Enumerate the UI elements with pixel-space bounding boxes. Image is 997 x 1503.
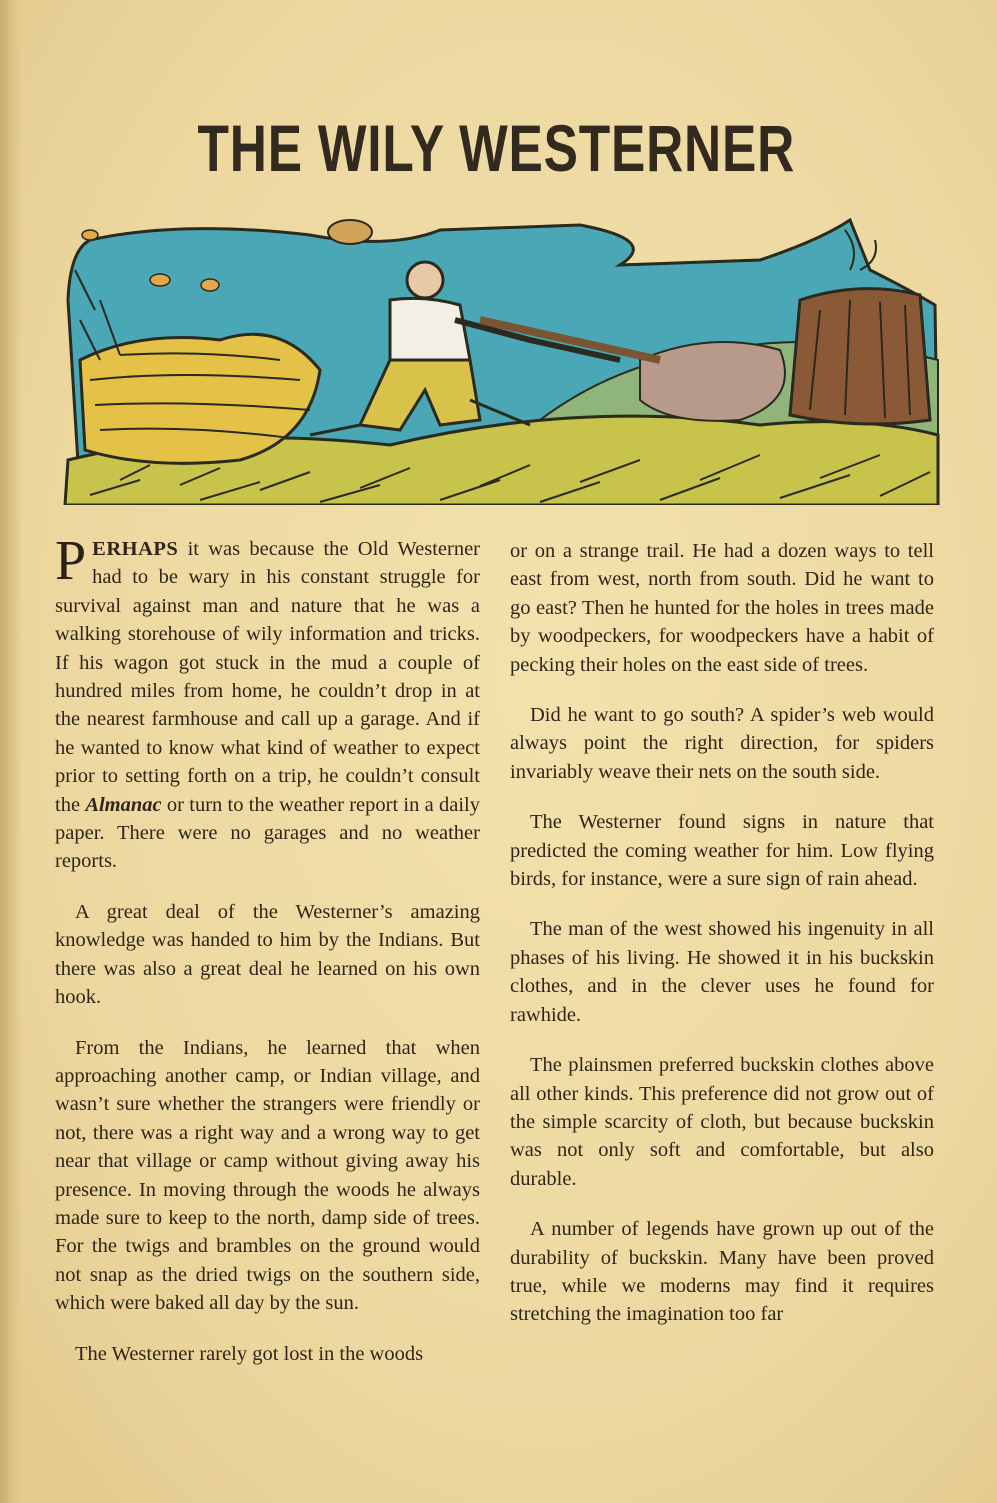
- article-paragraph-8: The man of the west showed his ingenuity in all phases of his living. He showed it in his buckskin clothes, and in the clever uses he found for rawhide.: [510, 918, 934, 1026]
- paragraph-text: or turn to the weather report in a daily paper. There were no garages and no weather reports.: [55, 793, 480, 873]
- man-chopping-tree-illustration: [60, 210, 940, 505]
- article-paragraph-9: The plainsmen preferred buckskin clothes above all other kinds. This preference did not grow out of the simple scarcity of cloth, but because buckskin was not only soft and comfortable, but also durable.: [510, 1054, 934, 1190]
- right-column: [510, 537, 934, 1351]
- paragraph-text: it was because the Old Westerner had to be wary in his constant struggle for survival against man and nature that he was a walking storehouse of wily information and tricks. If his wagon got stuck in the mud a couple of hundred miles from home, he couldn’t drop in at the nearest farmhouse and call up a garage. And if he wanted to know what kind of weather to expect prior to setting forth on a trip, he couldn’t consult the: [55, 538, 480, 816]
- article-paragraph-4: The Westerner rarely got lost in the woods: [75, 1342, 424, 1365]
- dirt-shape: [640, 342, 785, 421]
- lead-word: ERHAPS: [92, 538, 179, 560]
- flying-hat-shape: [328, 220, 372, 244]
- article-paragraph-6: Did he want to go south? A spider’s web would always point the right direction, for spiders invariably weave their nets on the south side.: [510, 704, 934, 783]
- article-paragraph-10: A number of legends have grown up out of the durability of buckskin. Many have been proved true, while we moderns may find it requires stretching the imagination too far: [510, 1218, 934, 1326]
- article-paragraph-3: From the Indians, he learned that when approaching another camp, or Indian village, and wasn’t sure whether the strangers were friendly or not, there was a right way and a wrong way to get near that village or camp without giving away his presence. In moving through the woods he always made sure to keep to the north, damp side of trees. For the twigs and brambles on the ground would not snap as the dried twigs on the southern side, which were baked all day by the sun.: [55, 1036, 480, 1315]
- article-paragraph-7: The Westerner found signs in nature that predicted the coming weather for him. Low flying birds, for instance, were a sure sign of rain ahead.: [510, 811, 934, 891]
- article-paragraph-2: A great deal of the Westerner’s amazing knowledge was handed to him by the Indians. But there was also a great deal he learned on his own hook.: [55, 900, 480, 1009]
- left-column: [55, 530, 480, 1390]
- almanac-title: Almanac: [85, 793, 162, 816]
- article-paragraph-1: [55, 530, 480, 876]
- page-gutter: [0, 0, 22, 1503]
- article-paragraph-5: or on a strange trail. He had a dozen ways to tell east from west, north from south. Did he want to go east? Then he hunted for the holes in trees made by woodpeckers, for woodpeckers have a habit of pecking their holes on the east side of trees.: [510, 540, 934, 676]
- page-title: THE WILY WESTERNER: [197, 111, 796, 185]
- drop-cap: P: [55, 530, 87, 592]
